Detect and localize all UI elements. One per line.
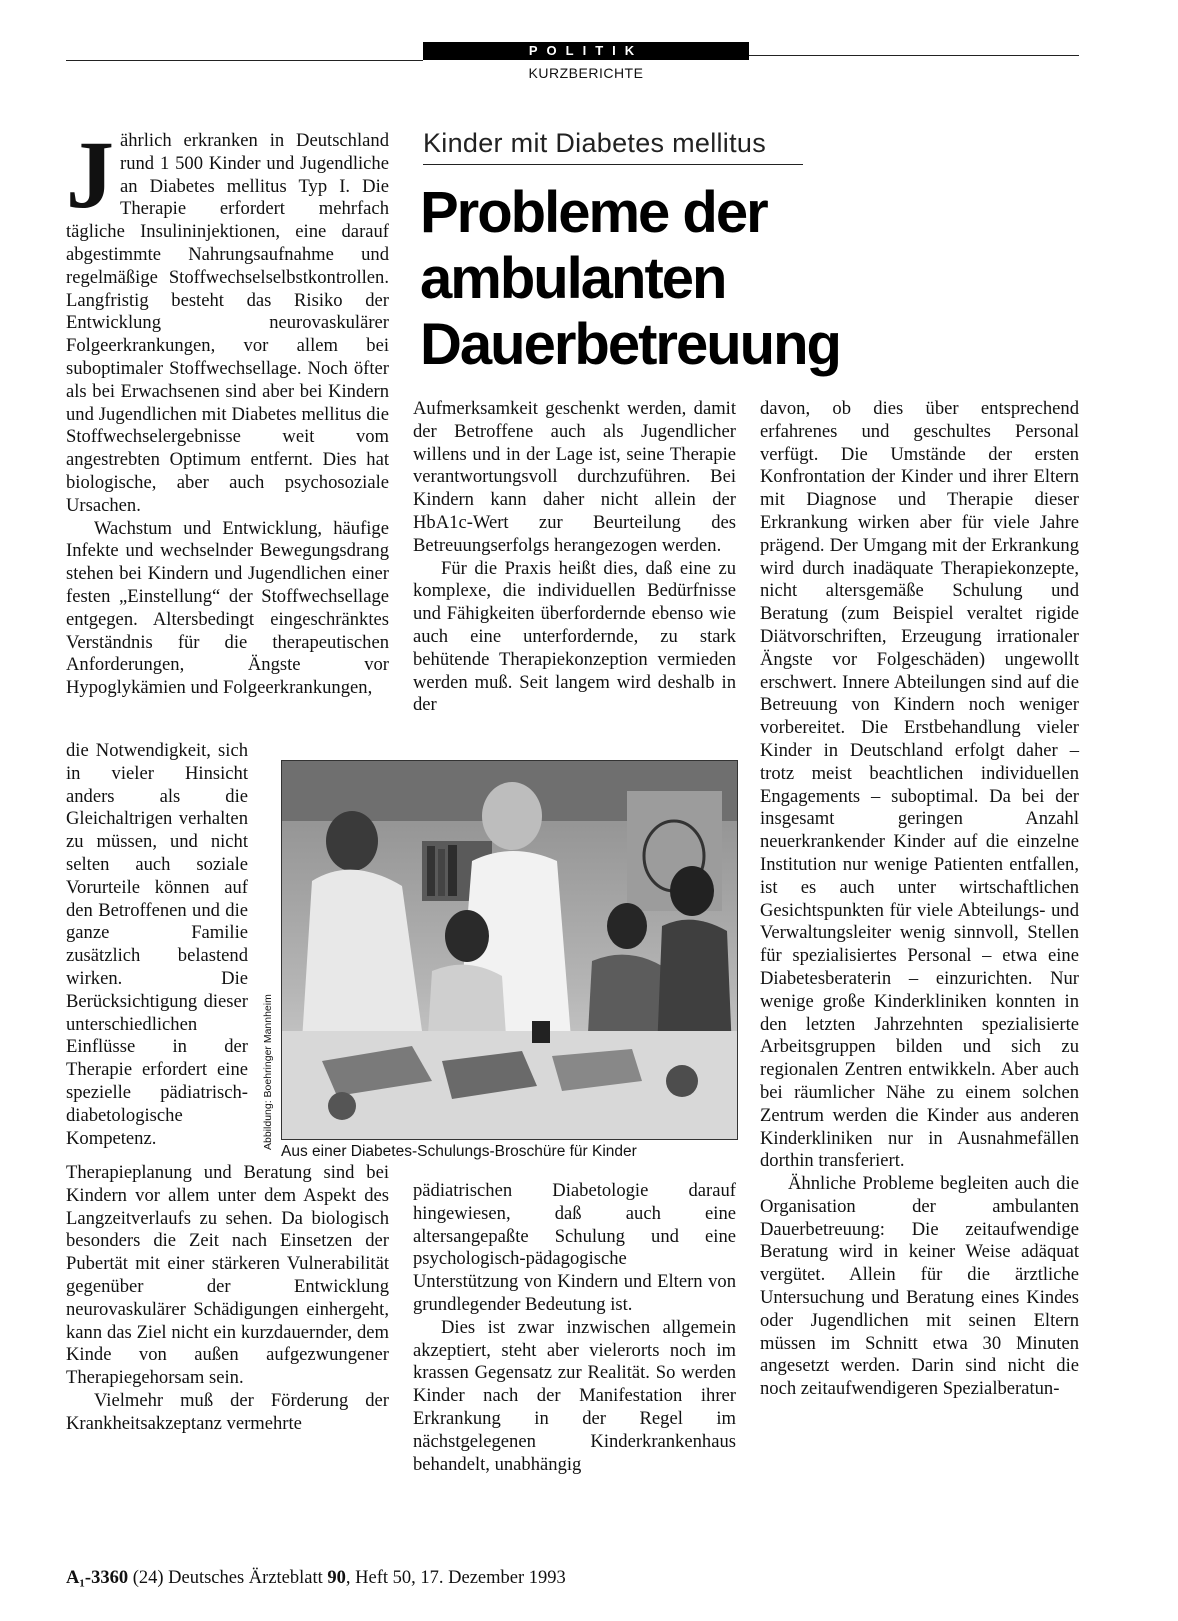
paragraph: davon, ob dies über entsprechend erfahrenes und geschultes Personal verfügt. Die Umstände der ersten Konfrontation der Kinder und ihrer Eltern mit Diagnose und Therapie dieser Erkrankung wirken aber für viele Jahre prägend. Der Umgang mit der Erkrankung wird durch inadäquate Therapiekonzepte, nicht altersgemäße Schulung und Beratung (zum Beispiel veraltet rigide Diätvorschriften, Erzeugung irrationaler Ängste vor Folgeschäden) ungewollt erschwert. Innere Abteilungen sind auf die Betreuung von Kindern noch weniger vorbereitet. Die Erstbehandlung vieler Kinder in Deutschland erfolgt daher – trotz meist beachtlichen individuellen Engagements – suboptimal. Da bei der insgesamt geringen Anzahl neuerkrankender Kinder auf die einzelne Institution nur wenige Patienten entfallen, ist es auch unter wirtschaftlichen Gesichtspunkten für viele Abteilungs- und Verwaltungsleiter wenig sinnvoll, Stellen für spezialisiertes Personal – etwa eine Diabetesberaterin – einzurichten. Nur wenige große Kinderkliniken konnten in den letzten Jahrzehnten spezialisierte Arbeitsgruppen bilden und sich zu regionalen Zentren entwikkeln. Aber auch bei räumlicher Nähe zu einem solchen Zentrum werden die Kinder aus anderen Kinderkliniken nur in Ausnahmefällen dorthin transferiert. (760, 398, 1079, 1172)
photo-caption: Aus einer Diabetes-Schulungs-Broschüre für Kinder (281, 1143, 637, 1160)
column-3 (760, 398, 1079, 1401)
kicker-underline (423, 164, 803, 165)
paragraph: Ähnliche Probleme begleiten auch die Organisation der ambulanten Dauerbetreuung: Die zeitaufwendige Beratung wird in keiner Weise adäquat vergütet. Allein für die ärztliche Untersuchung und Beratung eines Kindes oder Jugendlichen mit seinen Eltern müssen im Schnitt etwa 30 Minuten angesetzt werden. Darin sind nicht die noch zeitaufwendigeren Spezialberatun- (760, 1173, 1079, 1400)
column-1-narrow (66, 740, 248, 1150)
paragraph: pädiatrischen Diabetologie darauf hingewiesen, daß auch eine altersangepaßte Schulung und eine psychologisch-pädagogische Unterstützung von Kindern und Eltern von grundlegender Bedeutung ist. (413, 1180, 736, 1315)
column-1-top (66, 121, 389, 700)
photo-illustration (282, 761, 737, 1139)
issue-date: , Heft 50, 17. Dezember 1993 (345, 1568, 566, 1588)
paragraph: Therapieplanung und Beratung sind bei Kindern vor allem unter dem Aspekt des Langzeitverlaufs zu sehen. Da biologisch besonders die Zeit nach Einsetzen der Pubertät mit einer stärkeren Vulnerabilität gegenüber der Entwicklung neurovaskulärer Schädigungen einhergeht, kann das Ziel nicht ein kurzdauernder, dem Kinde von außen aufgezwungener Therapiegehorsam sein. (66, 1162, 389, 1389)
headline-line: ambulanten (420, 246, 726, 311)
paragraph: die Notwendigkeit, sich in vieler Hinsicht anders als die Gleichaltrigen verhalten zu müssen, und nicht selten auch soziale Vorurteile können auf den Betroffenen und die ganze Familie zusätzlich belastend wirken. Die Berücksichtigung dieser unterschiedlichen Einflüsse in der Therapie erfordert eine spezielle pädiatrisch-diabetologische Kompetenz. (66, 740, 248, 1149)
issue-info: (24) Deutsches Ärzteblatt (132, 1568, 323, 1588)
page-code: A₁-3360 (66, 1568, 129, 1588)
paragraph: Für die Praxis heißt dies, daß eine zu komplexe, die individuellen Bedürfnisse und Fähigkeiten überfordernde ebenso wie auch eine unterfordernde, zu stark behütende Therapiekonzeption vermieden werden muß. Seit langem wird deshalb in der (413, 557, 736, 716)
paragraph: Wachstum und Entwicklung, häufige Infekte und wechselnder Bewegungsdrang stehen bei Kindern und Jugendlichen einer festen „Einstellung“ der Stoffwechsellage entgegen. Altersbedingt eingeschränktes Verständnis für die therapeutischen Anforderungen, Ängste vor Hypoglykämien und Folgeerkrankungen, (66, 517, 389, 699)
volume-number: 90 (327, 1568, 346, 1588)
column-2-top (413, 398, 736, 717)
article-kicker: Kinder mit Diabetes mellitus (423, 128, 767, 158)
headline-line: Probleme der (420, 180, 767, 245)
photo-credit: Abbildung: Boehringer Mannheim (262, 994, 274, 1150)
article-headline (420, 180, 920, 378)
column-2-bottom (413, 1180, 736, 1476)
paragraph: Aufmerksamkeit geschenkt werden, damit der Betroffene auch als Jugendlicher willens und in der Lage ist, seine Therapie verantwortungsvoll durchzuführen. Bei Kindern kann daher nicht allein der HbA1c-Wert zur Beurteilung des Betreuungserfolgs herangezogen werden. (413, 398, 736, 556)
page-footer (66, 1568, 566, 1589)
paragraph: Jährlich erkranken in Deutschland rund 1 500 Kinder und Jugendliche an Diabetes mellitus Typ I. Die Therapie erfordert mehrfach tägliche Insulininjektionen, eine darauf abgestimmte Nahrungsaufnahme und regelmäßige Stoffwechselselbstkontrollen. Langfristig besteht das Risiko der Entwicklung neurovaskulärer Folgeerkrankungen, vor allem bei suboptimaler Stoffwechsellage. Noch öfter als bei Erwachsenen sind aber bei Kindern und Jugendlichen mit Diabetes mellitus die Stoffwechselergebnisse weit vom angestrebten Optimum entfernt. Dies hat biologische, aber auch psychosoziale Ursachen. (66, 121, 389, 516)
headline-line: Dauerbetreuung (420, 312, 840, 377)
column-1-bottom (66, 1162, 389, 1436)
paragraph: Dies ist zwar inzwischen allgemein akzeptiert, steht aber vielerorts noch im krassen Gegensatz zur Realität. So werden Kinder nach der Manifestation ihrer Erkrankung in der Regel im nächstgelegenen Kinderkrankenhaus behandelt, unabhängig (413, 1316, 736, 1475)
dropcap: J (66, 121, 114, 228)
subsection-label: KURZBERICHTE (528, 65, 644, 81)
header-rule-left (66, 60, 423, 61)
header-rule-right (749, 55, 1079, 56)
section-label: POLITIK (423, 42, 749, 60)
paragraph: Vielmehr muß der Förderung der Krankheitsakzeptanz vermehrte (66, 1389, 389, 1434)
article-photo (281, 760, 738, 1140)
